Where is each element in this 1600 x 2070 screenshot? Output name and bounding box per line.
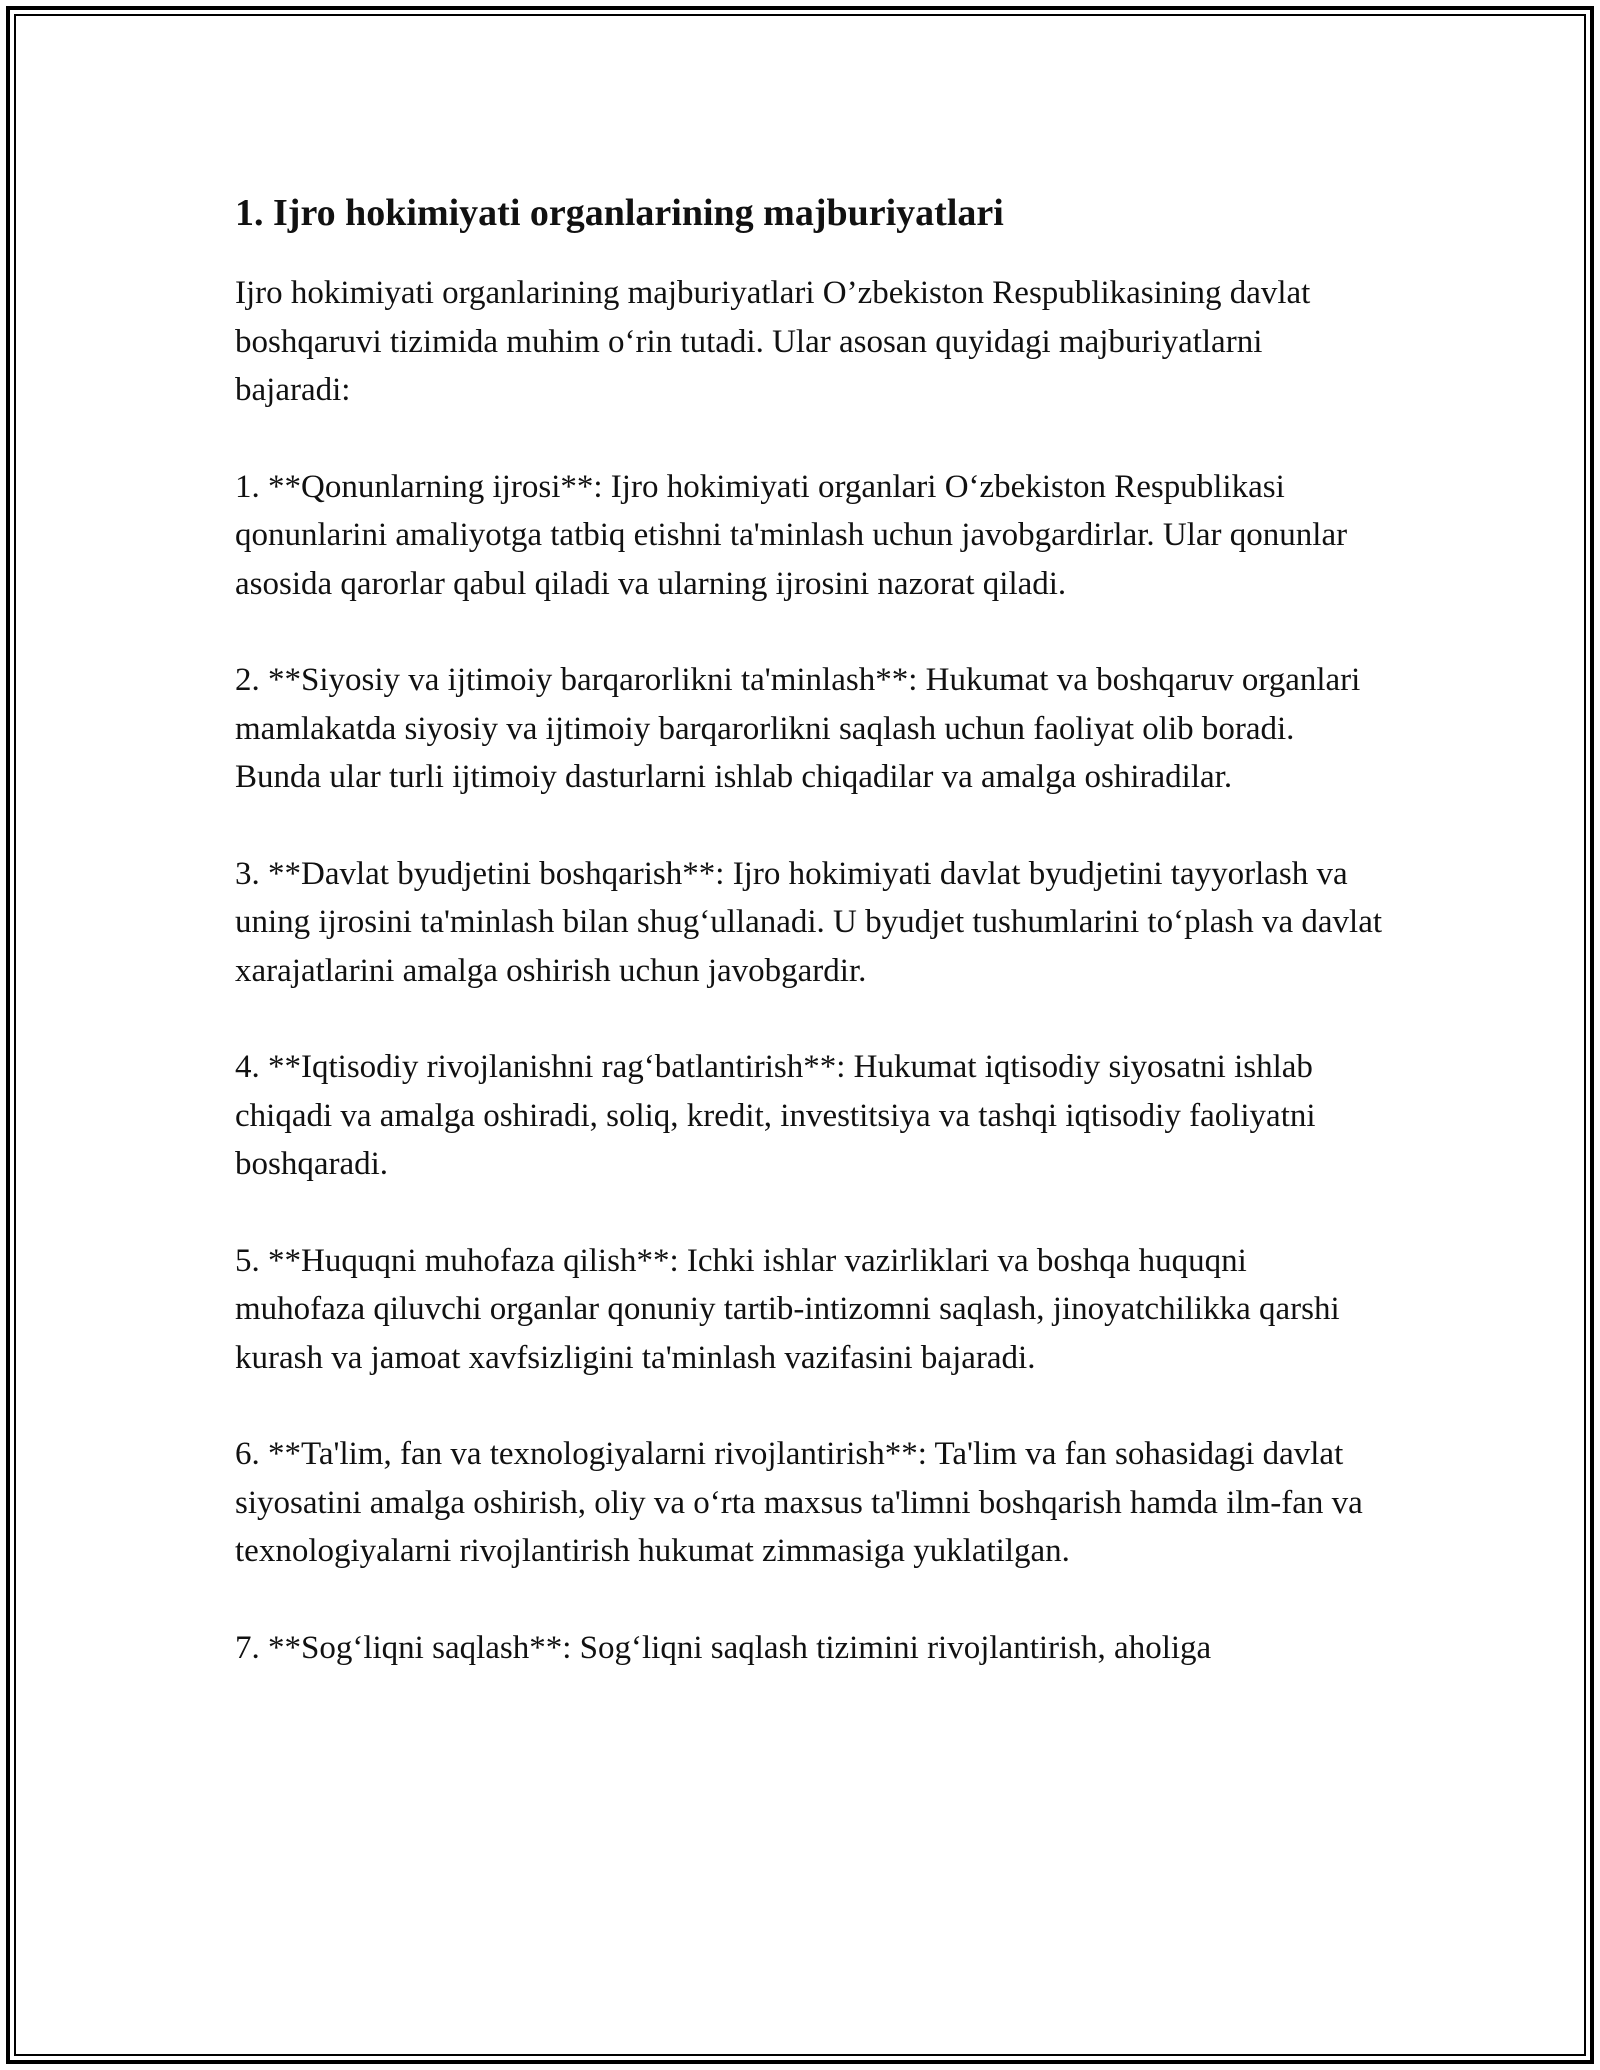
list-item-5: 5. **Huquqni muhofaza qilish**: Ichki ishlar vazirliklari va boshqa huquqni muhofaza qiluvchi organlar qonuniy tartib-intizomni saqlash, jinoyatchilikka qarshi kurash va jamoat xavfsizligini ta'minlash vazifasini bajaradi. <box>235 1242 1340 1376</box>
list-item-2: 2. **Siyosiy va ijtimoiy barqarorlikni ta'minlash**: Hukumat va boshqaruv organlari mamlakatda siyosiy va ijtimoiy barqarorlikni saqlash uchun faoliyat olib boradi. Bunda ular turli ijtimoiy dasturlarni ishlab chiqadilar va amalga oshiradilar. <box>235 662 1361 795</box>
list-item-7: 7. **Sog‘liqni saqlash**: Sog‘liqni saqlash tizimini rivojlantirish, aholiga <box>235 1629 1212 1666</box>
intro-paragraph: Ijro hokimiyati organlarining majburiyatlari O’zbekiston Respublikasining davlat boshqaruvi tizimida muhim o‘rin tutadi. Ular asosan quyidagi majburiyatlarni bajaradi: <box>235 275 1311 408</box>
document-body <box>235 185 1385 1720</box>
list-item-1: 1. **Qonunlarning ijrosi**: Ijro hokimiyati organlari O‘zbekiston Respublikasi qonunlarini amaliyotga tatbiq etishni ta'minlash uchun javobgardirlar. Ular qonunlar asosida qarorlar qabul qiladi va ularning ijrosini nazorat qiladi. <box>235 468 1348 602</box>
document-title: 1. Ijro hokimiyati organlarining majburiyatlari <box>235 192 1004 234</box>
list-item-3: 3. **Davlat byudjetini boshqarish**: Ijro hokimiyati davlat byudjetini tayyorlash va uning ijrosini ta'minlash bilan shug‘ullanadi. U byudjet tushumlarini to‘plash va davlat xarajatlarini amalga oshirish uchun javobgardir. <box>235 855 1383 989</box>
list-item-4: 4. **Iqtisodiy rivojlanishni rag‘batlantirish**: Hukumat iqtisodiy siyosatni ishlab chiqadi va amalga oshiradi, soliq, kredit, investitsiya va tashqi iqtisodiy faoliyatni boshqaradi. <box>235 1049 1316 1182</box>
list-item-6: 6. **Ta'lim, fan va texnologiyalarni rivojlantirish**: Ta'lim va fan sohasidagi davlat siyosatini amalga oshirish, oliy va o‘rta maxsus ta'limni boshqarish hamda ilm-fan va texnologiyalarni rivojlantirish hukumat zimmasiga yuklatilgan. <box>235 1436 1363 1569</box>
